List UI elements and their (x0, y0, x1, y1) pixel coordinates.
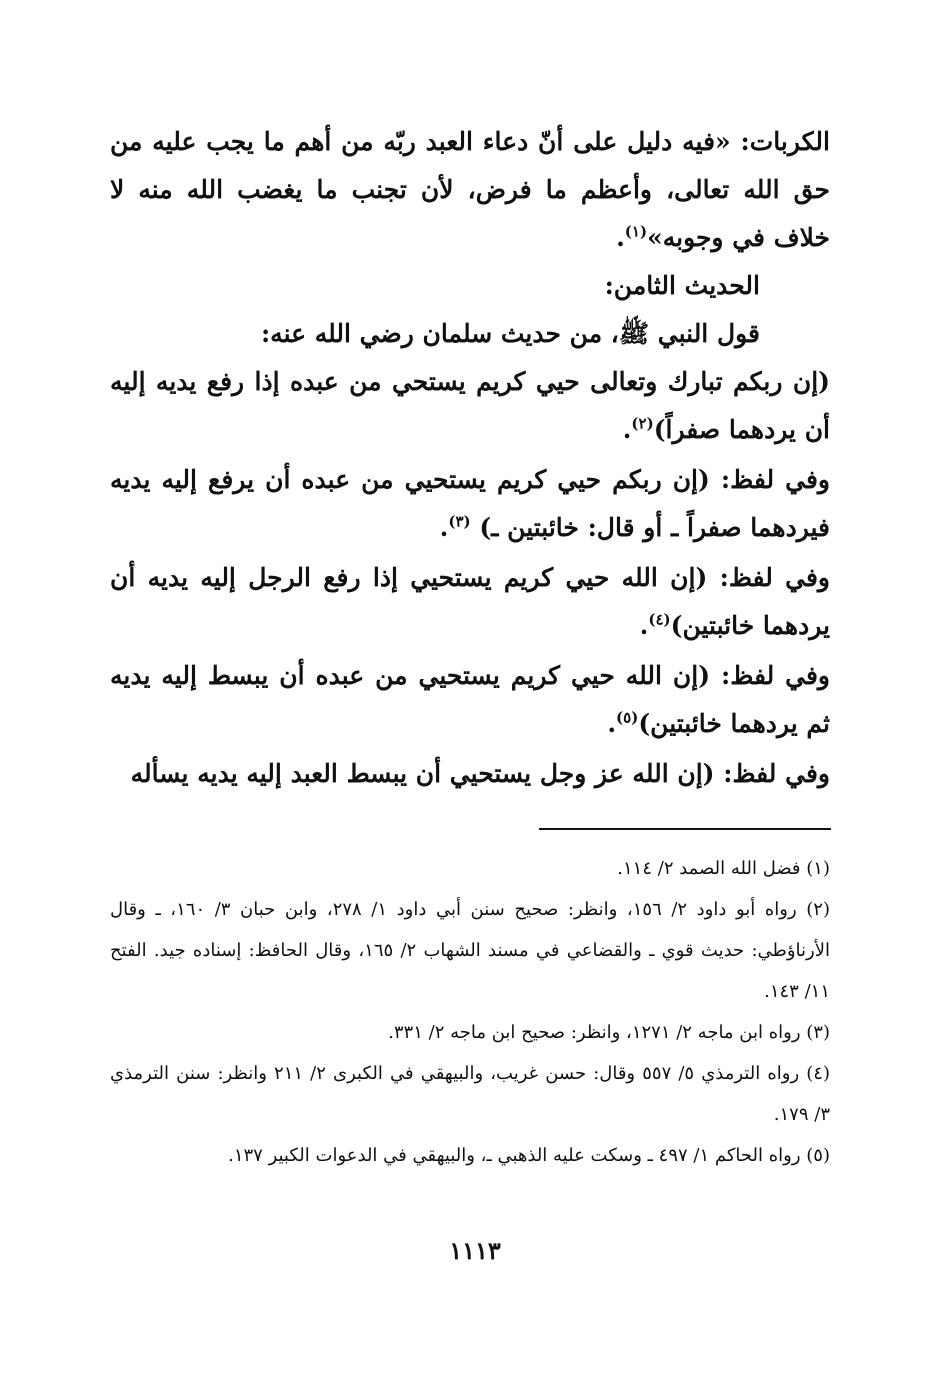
paragraph-text: الكربات: «فيه دليل على أنّ دعاء العبد ربّه من أهم ما يجب عليه من حق الله تعالى، وأعظم ما فرض، لأن تجنب ما يغضب الله منه لا خلاف في وجوبه» (110, 127, 830, 252)
footnote-2: (٢) رواه أبو داود ٢/ ١٥٦، وانظر: صحيح سنن أبي داود ١/ ٢٧٨، وابن حبان ٣/ ١٦٠، ـ وقال الأرناؤطي: حديث قوي ـ والقضاعي في مسند الشهاب ٢/ ١٦٥، وقال الحافظ: إسناده جيد. الفتح ١١/ ١٤٣. (110, 899, 830, 1002)
footnote-ref-4: (٤) (648, 610, 671, 629)
hadith-text: (إن ربكم تبارك وتعالى حيي كريم يستحي من عبده إذا رفع يديه إليه أن يردهما صفراً)$^{(٢)}$. (110, 367, 830, 444)
footnote-ref-5: (٥) (616, 708, 639, 727)
variant-1: وفي لفظ: (إن ربكم حيي كريم يستحيي من عبده أن يرفع إليه يديه فيردهما صفراً ـ أو قال: خائبتين ـ) $^{(٣)}$. (110, 465, 830, 542)
page-number: ١١١٣ (449, 1236, 501, 1265)
footnote-ref-2: (٢) (631, 414, 654, 433)
footnote-5: (٥) رواه الحاكم ١/ ٤٩٧ ـ وسكت عليه الذهبي ـ، والبيهقي في الدعوات الكبير ١٣٧. (228, 1145, 830, 1166)
main-text (110, 118, 830, 798)
footnote-ref-1: (١) (624, 222, 648, 241)
footnote-1: (١) فضل الله الصمد ٢/ ١١٤. (617, 858, 830, 879)
variant-2: وفي لفظ: (إن الله حيي كريم يستحيي إذا رفع الرجل إليه يديه أن يردهما خائبتين)$^{(٤)}$. (110, 563, 830, 640)
footnote-3: (٣) رواه ابن ماجه ٢/ ١٢٧١، وانظر: صحيح ابن ماجه ٢/ ٣٣١. (388, 1022, 830, 1043)
hadith-quote: (إن ربكم تبارك وتعالى حيي كريم يستحي من عبده إذا رفع يديه إليه أن يردهما صفراً) (110, 367, 830, 444)
variant-text: وفي لفظ: (إن ربكم حيي كريم يستحيي من عبده أن يرفع إليه يديه فيردهما صفراً ـ أو قال: خائبتين ـ) (110, 465, 830, 542)
paragraph-karabat: الكربات: «فيه دليل على أنّ دعاء العبد ربّه من أهم ما يجب عليه من حق الله تعالى، وأعظم ما فرض، لأن تجنب ما يغضب الله منه لا خلاف في وجوبه»$^{(١)}$. (110, 127, 830, 252)
footnote-separator (539, 828, 831, 830)
footnote-4: (٤) رواه الترمذي ٥/ ٥٥٧ وقال: حسن غريب، والبيهقي في الكبرى ٢/ ٢١١ وانظر: سنن الترمذي ٣/ ١٧٩. (110, 1063, 830, 1125)
variant-text: وفي لفظ: (إن الله حيي كريم يستحيي إذا رفع الرجل إليه يديه أن يردهما خائبتين) (110, 563, 830, 640)
footnotes (110, 848, 830, 1176)
variant-3: وفي لفظ: (إن الله حيي كريم يستحيي من عبده أن يبسط إليه يديه ثم يردهما خائبتين)$^{(٥)}$. (110, 661, 830, 738)
variant-text: وفي لفظ: (إن الله حيي كريم يستحيي من عبده أن يبسط إليه يديه ثم يردهما خائبتين) (110, 661, 830, 738)
footnote-ref-3: (٣) (448, 512, 471, 531)
section-heading: الحديث الثامن: (604, 271, 760, 300)
variant-4: وفي لفظ: (إن الله عز وجل يستحيي أن يبسط العبد إليه يديه يسأله (130, 759, 830, 788)
hadith-intro: قول النبي ﷺ، من حديث سلمان رضي الله عنه: (260, 319, 760, 348)
